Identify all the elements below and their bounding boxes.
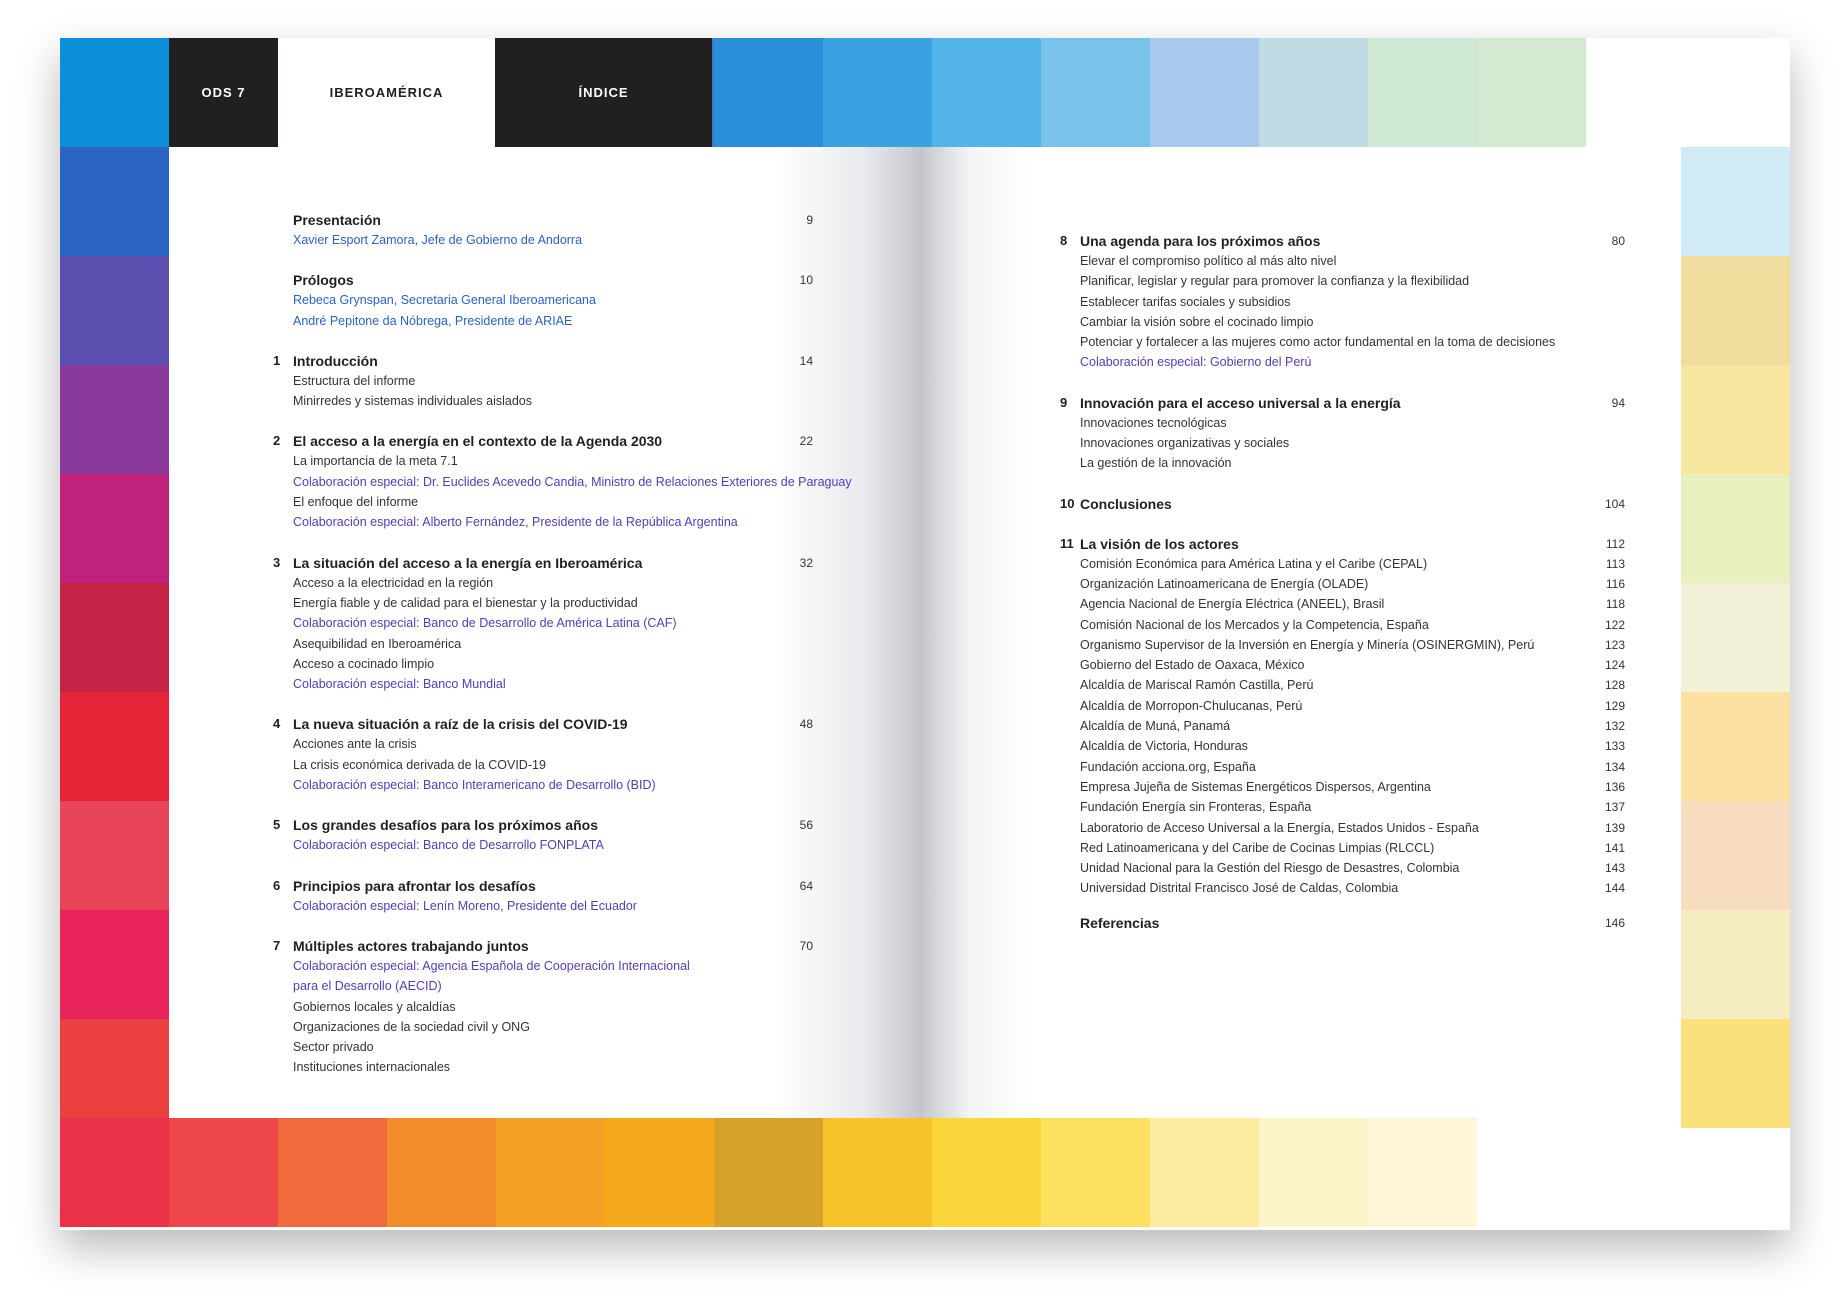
toc-entry[interactable] [1060, 494, 1625, 514]
color-tile-right [1681, 1019, 1790, 1128]
subsection-item[interactable]: Asequibilidad en Iberoamérica [293, 636, 462, 651]
page-number: 113 [1605, 556, 1625, 571]
color-tile-left [60, 801, 169, 910]
actor-row[interactable] [1080, 594, 1625, 614]
color-tile-bottom [169, 1118, 278, 1227]
page-number: 70 [799, 938, 813, 953]
color-tile-top [1368, 38, 1477, 147]
page-number: 9 [806, 213, 813, 227]
page-number: 64 [799, 878, 813, 893]
page-number: 116 [1605, 576, 1625, 591]
page-number: 134 [1604, 759, 1625, 774]
chapter-number: 11 [1060, 535, 1074, 551]
actor-row[interactable] [1080, 757, 1625, 777]
color-tile-bottom [932, 1118, 1041, 1227]
chapter-title[interactable]: Presentación [293, 212, 381, 228]
page-number: 133 [1604, 739, 1625, 754]
page-number: 56 [799, 818, 813, 833]
tab-indice[interactable]: ÍNDICE [495, 38, 712, 147]
color-tile-left [60, 256, 169, 365]
page-number: 129 [1604, 698, 1625, 713]
actor-row[interactable] [1080, 716, 1625, 736]
subsection-item[interactable]: Organizaciones de la sociedad civil y ONG [293, 1019, 530, 1034]
actor-row[interactable] [1080, 574, 1625, 594]
toc-entry[interactable] [273, 431, 852, 532]
subsection-item[interactable]: Innovaciones tecnológicas [1080, 415, 1227, 430]
actor-name: Fundación Energía sin Fronteras, España [1080, 800, 1312, 815]
toc-entry[interactable] [273, 876, 813, 916]
color-tile-left [60, 910, 169, 1019]
color-tile-bottom [1259, 1118, 1368, 1227]
subsection-item[interactable]: Elevar el compromiso político al más alto nivel [1080, 254, 1337, 268]
actor-name: Empresa Jujeña de Sistemas Energéticos Dispersos, Argentina [1080, 779, 1431, 794]
page-number: 104 [1604, 496, 1625, 511]
page-number: 136 [1604, 779, 1625, 794]
chapter-title[interactable]: Principios para afrontar los desafíos [293, 877, 536, 894]
color-tile-bottom [496, 1118, 605, 1227]
color-tile-left [60, 583, 169, 692]
chapter-title[interactable]: La situación del acceso a la energía en Iberoamérica [293, 554, 643, 571]
actor-name: Organismo Supervisor de la Inversión en Energía y Minería (OSINERGMIN), Perú [1080, 637, 1535, 652]
actor-row[interactable] [1080, 554, 1625, 574]
toc-left-column [273, 210, 852, 1098]
color-tile-bottom [1041, 1118, 1150, 1227]
subsection-item[interactable]: Planificar, legislar y regular para promover la confianza y la flexibilidad [1080, 274, 1470, 289]
subsection-item[interactable]: Cambiar la visión sobre el cocinado limpio [1080, 314, 1314, 329]
chapter-number: 7 [273, 937, 281, 953]
subsection-item[interactable]: La crisis económica derivada de la COVID-19 [293, 757, 546, 772]
color-tile-bottom [1150, 1118, 1259, 1227]
header-tabs [169, 38, 712, 147]
chapter-number: 2 [273, 433, 281, 449]
actor-row[interactable] [1080, 696, 1625, 716]
color-tile-top [1150, 38, 1259, 147]
subsection-item[interactable]: Acciones ante la crisis [293, 737, 417, 752]
actor-row[interactable] [1080, 838, 1625, 858]
page-number: 94 [1611, 395, 1625, 410]
color-tile-left [60, 692, 169, 801]
toc-right-column [1060, 231, 1625, 933]
chapter-title[interactable]: La visión de los actores [1080, 535, 1239, 552]
tab-ods7[interactable]: ODS 7 [169, 38, 278, 147]
chapter-title[interactable]: Introducción [293, 352, 378, 369]
color-tile-top [1041, 38, 1150, 147]
color-tile-bottom [1368, 1118, 1477, 1227]
page-number: 124 [1604, 658, 1625, 673]
subsection-item[interactable]: Potenciar y fortalecer a las mujeres como actor fundamental en la toma de decisiones [1080, 335, 1556, 350]
actor-name: Laboratorio de Acceso Universal a la Energía, Estados Unidos - España [1080, 820, 1479, 835]
references-entry[interactable] [1080, 913, 1625, 933]
toc-entry[interactable] [273, 553, 813, 695]
page-number: 122 [1604, 617, 1625, 632]
actor-name: Comisión Económica para América Latina y el Caribe (CEPAL) [1080, 556, 1428, 571]
references-title[interactable]: Referencias [1080, 914, 1160, 931]
page-number: 144 [1604, 881, 1625, 896]
page-number: 32 [799, 555, 813, 570]
color-tile-top [1259, 38, 1368, 147]
color-tile-top [932, 38, 1041, 147]
actor-name: Alcaldía de Mariscal Ramón Castilla, Perú [1080, 678, 1314, 693]
page-number: 118 [1605, 597, 1625, 612]
actor-name: Agencia Nacional de Energía Eléctrica (ANEEL), Brasil [1080, 597, 1385, 612]
toc-entry[interactable] [293, 270, 813, 331]
page-number: 143 [1604, 861, 1625, 876]
actor-name: Alcaldía de Victoria, Honduras [1080, 739, 1248, 754]
color-tile-right [1681, 583, 1790, 692]
collaboration-link[interactable]: Colaboración especial: Banco de Desarrollo de América Latina (CAF) [293, 616, 677, 631]
actor-name: Unidad Nacional para la Gestión del Riesgo de Desastres, Colombia [1080, 861, 1460, 876]
color-tile-right [1681, 910, 1790, 1019]
actor-name: Red Latinoamericana y del Caribe de Cocinas Limpias (RLCCL) [1080, 840, 1435, 855]
color-tile-bottom [60, 1118, 169, 1227]
subsection-item[interactable]: Minirredes y sistemas individuales aislados [293, 394, 532, 409]
actor-name: Alcaldía de Morropon-Chulucanas, Perú [1080, 698, 1303, 713]
page-number: 146 [1604, 915, 1625, 930]
actor-row[interactable] [1080, 675, 1625, 695]
subsection-item[interactable]: Establecer tarifas sociales y subsidios [1080, 294, 1291, 309]
actor-name: Organización Latinoamericana de Energía (OLADE) [1080, 576, 1369, 591]
collaboration-link[interactable]: Colaboración especial: Agencia Española de Cooperación Internacional [293, 958, 690, 973]
subsection-item[interactable]: La importancia de la meta 7.1 [293, 454, 458, 469]
actor-row[interactable] [1080, 635, 1625, 655]
actor-row[interactable] [1080, 736, 1625, 756]
collaboration-link[interactable]: Colaboración especial: Banco de Desarrollo FONPLATA [293, 838, 604, 853]
chapter-number: 9 [1060, 394, 1068, 410]
collaboration-link[interactable]: Colaboración especial: Banco Mundial [293, 677, 506, 692]
book-spread [60, 38, 1790, 1230]
collaboration-link[interactable]: Rebeca Grynspan, Secretaria General Iberoamericana [293, 293, 596, 308]
toc-entry[interactable] [273, 714, 813, 795]
color-tile-top [823, 38, 932, 147]
chapter-number: 4 [273, 716, 281, 732]
chapter-title[interactable]: La nueva situación a raíz de la crisis del COVID-19 [293, 716, 628, 733]
color-tile-right [1681, 801, 1790, 910]
chapter-number: 6 [273, 877, 281, 893]
page-number: 137 [1604, 800, 1625, 815]
toc-entry[interactable] [273, 351, 813, 412]
tab-iberoamerica[interactable]: IBEROAMÉRICA [278, 38, 495, 147]
chapter-title[interactable]: Múltiples actores trabajando juntos [293, 937, 529, 954]
color-tile-right [1681, 147, 1790, 256]
page-number: 14 [799, 353, 813, 368]
subsection-item[interactable]: Estructura del informe [293, 373, 416, 388]
chapter-title[interactable]: Los grandes desafíos para los próximos años [293, 817, 598, 834]
actor-row[interactable] [1080, 858, 1625, 878]
page-number: 139 [1604, 820, 1625, 835]
collaboration-link[interactable]: Colaboración especial: Banco Interamericano de Desarrollo (BID) [293, 778, 656, 793]
subsection-item[interactable]: Energía fiable y de calidad para el bienestar y la productividad [293, 595, 638, 610]
page-number: 123 [1604, 637, 1625, 652]
actor-row[interactable] [1080, 655, 1625, 675]
subsection-item[interactable]: Sector privado [293, 1040, 374, 1055]
actor-name: Universidad Distrital Francisco José de Caldas, Colombia [1080, 881, 1399, 896]
chapter-number: 1 [273, 352, 281, 368]
toc-entry[interactable] [273, 936, 813, 1078]
actor-row[interactable] [1080, 615, 1625, 635]
subsection-item[interactable]: Acceso a la electricidad en la región [293, 575, 494, 590]
actor-row[interactable] [1080, 777, 1625, 797]
actor-name: Fundación acciona.org, España [1080, 759, 1256, 774]
actor-name: Gobierno del Estado de Oaxaca, México [1080, 658, 1305, 673]
color-tile-right [1681, 692, 1790, 801]
color-tile-bottom [714, 1118, 823, 1227]
chapter-title[interactable]: Una agenda para los próximos años [1080, 233, 1321, 249]
actor-row[interactable] [1080, 797, 1625, 817]
collaboration-link[interactable]: André Pepitone da Nóbrega, Presidente de ARIAE [293, 313, 573, 328]
page-number: 22 [799, 434, 813, 449]
page-number: 112 [1605, 536, 1625, 551]
subsection-item[interactable]: La gestión de la innovación [1080, 456, 1232, 471]
collaboration-link[interactable]: Xavier Esport Zamora, Jefe de Gobierno de Andorra [293, 233, 583, 247]
toc-entry[interactable] [1060, 231, 1625, 373]
color-tile-bottom [387, 1118, 496, 1227]
color-tile-left [60, 1019, 169, 1128]
color-tile-bottom [823, 1118, 932, 1227]
subsection-item[interactable]: El enfoque del informe [293, 495, 419, 510]
chapter-number: 8 [1060, 233, 1068, 248]
chapter-title[interactable]: Conclusiones [1080, 495, 1172, 512]
chapter-title[interactable]: Prólogos [293, 272, 354, 289]
chapter-number: 5 [273, 817, 281, 833]
subsection-item[interactable]: Gobiernos locales y alcaldías [293, 999, 456, 1014]
color-tile-right [1681, 365, 1790, 474]
chapter-number: 10 [1060, 495, 1075, 511]
collaboration-link[interactable]: para el Desarrollo (AECID) [293, 979, 442, 994]
collaboration-link[interactable]: Colaboración especial: Dr. Euclides Acevedo Candia, Ministro de Relaciones Exteriores de Paraguay [293, 474, 852, 489]
actor-name: Alcaldía de Muná, Panamá [1080, 719, 1231, 734]
page-number: 80 [1611, 234, 1625, 248]
page-number: 48 [799, 717, 813, 732]
toc-entry[interactable] [1060, 393, 1625, 474]
page-number: 141 [1604, 840, 1625, 855]
subsection-item[interactable]: Innovaciones organizativas y sociales [1080, 436, 1290, 451]
color-tile-right [1681, 474, 1790, 583]
chapter-number: 3 [273, 554, 281, 570]
color-tile-bottom [605, 1118, 714, 1227]
chapter-title[interactable]: Innovación para el acceso universal a la energía [1080, 394, 1401, 411]
subsection-item[interactable]: Instituciones internacionales [293, 1060, 451, 1075]
actor-name: Comisión Nacional de los Mercados y la Competencia, España [1080, 617, 1429, 632]
collaboration-link[interactable]: Colaboración especial: Lenín Moreno, Presidente del Ecuador [293, 898, 637, 913]
collaboration-link[interactable]: Colaboración especial: Gobierno del Perú [1080, 355, 1312, 370]
page-number: 132 [1604, 719, 1625, 734]
actor-row[interactable] [1080, 818, 1625, 838]
toc-entry[interactable] [273, 815, 813, 855]
actor-row[interactable] [1080, 878, 1625, 898]
color-tile-left [60, 474, 169, 583]
subsection-item[interactable]: Acceso a cocinado limpio [293, 656, 435, 671]
color-tile-left [60, 365, 169, 474]
page-number: 10 [799, 273, 813, 288]
color-tile-top [60, 38, 169, 147]
color-tile-bottom [1477, 1118, 1586, 1227]
toc-entry[interactable] [1060, 534, 1625, 899]
color-tile-right [1681, 256, 1790, 365]
toc-entry[interactable] [293, 210, 813, 250]
color-tile-left [60, 147, 169, 256]
color-tile-bottom [278, 1118, 387, 1227]
page-number: 128 [1604, 678, 1625, 693]
chapter-title[interactable]: El acceso a la energía en el contexto de la Agenda 2030 [293, 433, 663, 450]
collaboration-link[interactable]: Colaboración especial: Alberto Fernández, Presidente de la República Argentina [293, 515, 738, 530]
color-tile-top [714, 38, 823, 147]
color-tile-top [1477, 38, 1586, 147]
